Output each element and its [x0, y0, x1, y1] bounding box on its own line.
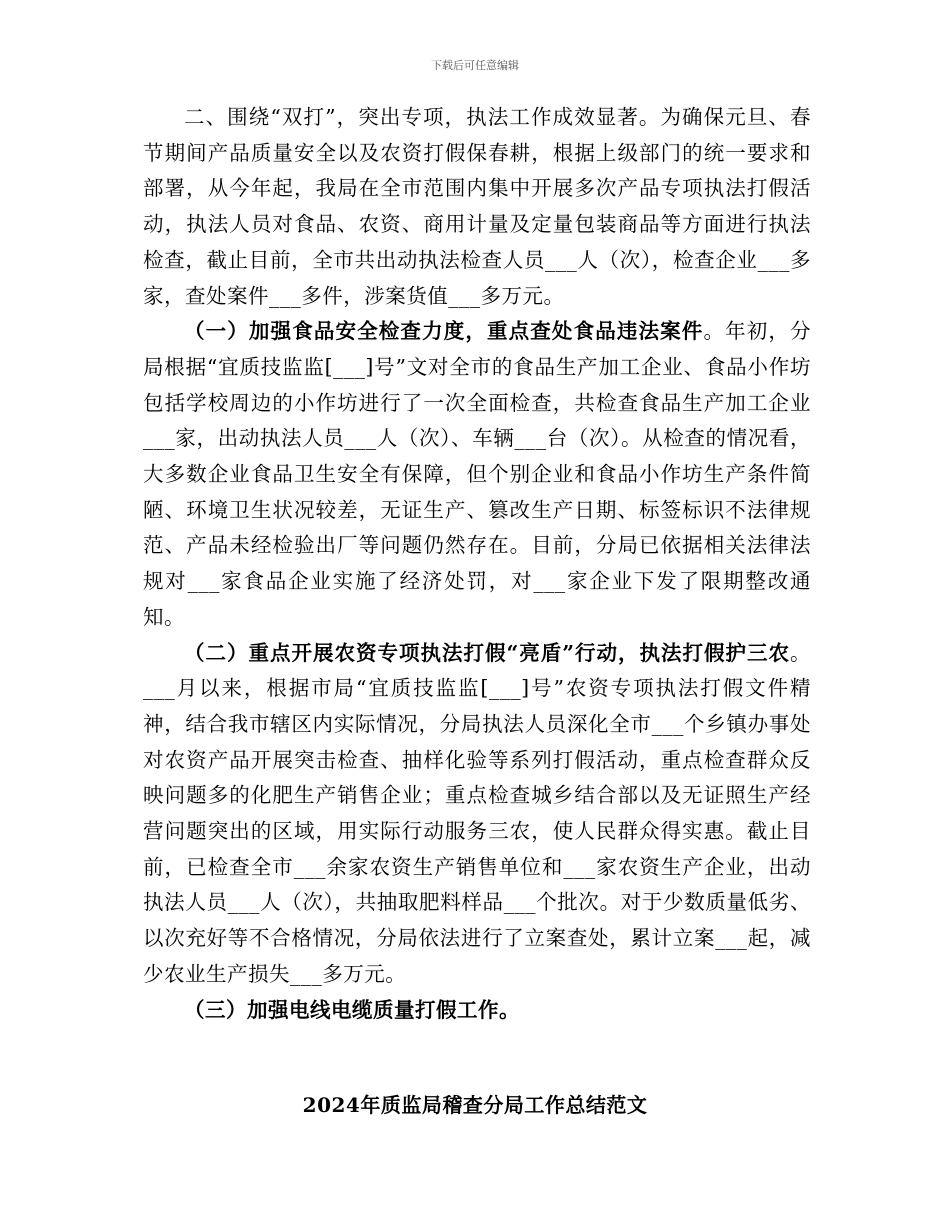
section-heading: （三）加强电线电缆质量打假工作。 [184, 997, 520, 1022]
paragraph-cables [143, 993, 811, 1029]
paragraph-food-safety [143, 314, 811, 635]
document-body [143, 100, 811, 1028]
paragraph-intro [143, 100, 811, 314]
paragraph-agri-supplies [143, 636, 811, 993]
page-header-note: 下载后可任意编辑 [431, 59, 519, 72]
paragraph-text: 。___月以来，根据市局“宜质技监监[___]号”农资专项执法打假文件精神，结合我市辖区内实际情况，分局执法人员深化全市___个乡镇办事处对农资产品开展突击检查、抽样化验等系列打假活动，重点检查群众反映问题多的化肥生产销售企业；重点检查城乡结合部以及无证照生产经营问题突出的区域，用实际行动服务三农，使人民群众得实惠。截止目前，已检查全市___余家农资生产销售单位和___家农资生产企业，出动执法人员___人（次），共抽取肥料样品___个批次。对于少数质量低劣、以次充好等不合格情况，分局依法进行了立案查处，累计立案___起，减少农业生产损失___多万元。 [143, 640, 811, 986]
document-title: 2024年质监局稽查分局工作总结范文 [302, 1093, 648, 1117]
paragraph-text: 。年初，分局根据“宜质技监监[___]号”文对全市的食品生产加工企业、食品小作坊包括学校周边的小作坊进行了一次全面检查，共检查食品生产加工企业___家，出动执法人员___人（次）、车辆___台（次）。从检查的情况看，大多数企业食品卫生安全有保障，但个别企业和食品小作坊生产条件简陋、环境卫生状况较差，无证生产、篡改生产日期、标签标识不法律规范、产品未经检验出厂等问题仍然存在。目前，分局已依据相关法律法规对___家食品企业实施了经济处罚，对___家企业下发了限期整改通知。 [143, 319, 812, 629]
section-heading: （一）加强食品安全检查力度，重点查处食品违法案件 [184, 319, 704, 344]
section-heading: （二）重点开展农资专项执法打假“亮盾”行动，执法打假护三农 [184, 640, 790, 665]
paragraph-text: 二、围绕“双打”，突出专项，执法工作成效显著。为确保元旦、春节期间产品质量安全以及农资打假保春耕，根据上级部门的统一要求和部署，从今年起，我局在全市范围内集中开展多次产品专项执法打假活动，执法人员对食品、农资、商用计量及定量包装商品等方面进行执法检查，截止目前，全市共出动执法检查人员___人（次），检查企业___多家，查处案件___多件，涉案货值___多万元。 [143, 105, 811, 308]
